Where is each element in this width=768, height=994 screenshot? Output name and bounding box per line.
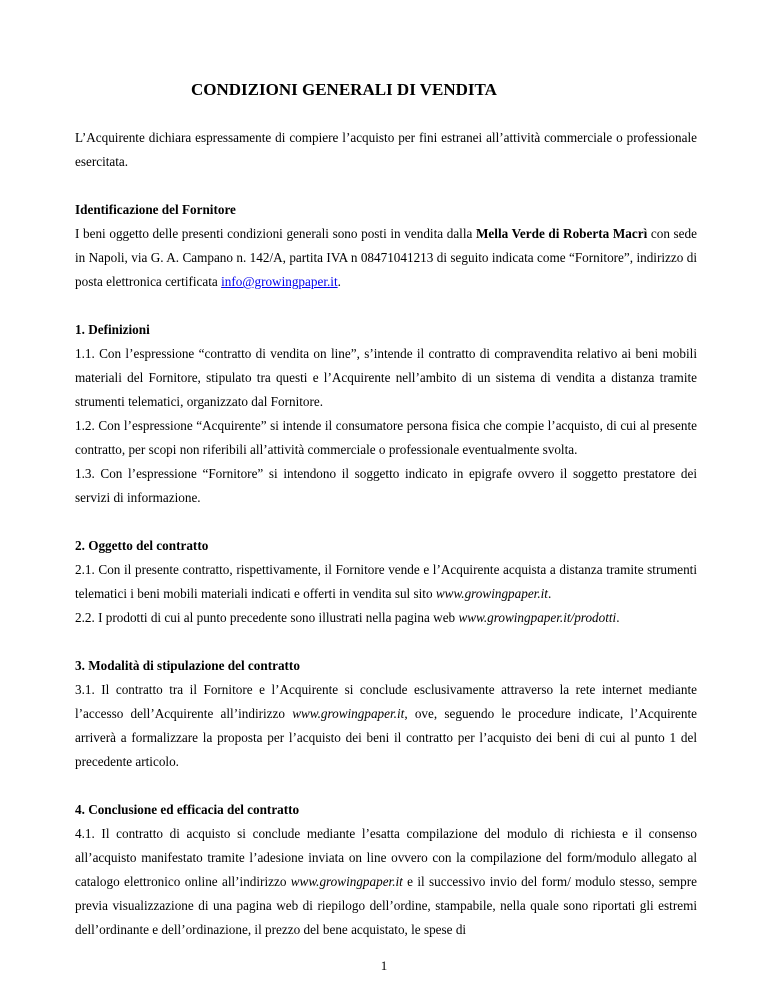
section-2-p1-url: www.growingpaper.it [435, 586, 548, 601]
section-3-paragraph-1 [75, 678, 697, 774]
section-3-p1-text-a: 3.1. Il contratto tra il Fornitore e l’Acquirente si conclude esclusivamente attraverso la rete internet mediante l’accesso dell’Acquirente all’indirizzo [75, 682, 697, 721]
intro-section [75, 126, 697, 174]
section-1-paragraph-3: 1.3. Con l’espressione “Fornitore” si intendono il soggetto indicato in epigrafe ovvero il soggetto prestatore dei servizi di informazione. [75, 466, 697, 505]
section-conclusione [75, 798, 697, 942]
section-4-p1-url: www.growingpaper.it [290, 874, 403, 889]
section-2-paragraph-1 [75, 558, 697, 606]
section-3-p1-url: www.growingpaper.it [292, 706, 405, 721]
supplier-text-c: . [337, 274, 341, 289]
supplier-heading: Identificazione del Fornitore [75, 202, 236, 217]
page-number: 1 [380, 958, 388, 973]
supplier-name: Mella Verde di Roberta Macrì [475, 226, 648, 241]
section-4-p1-text-a: 4.1. Il contratto di acquisto si conclude mediante l’esatta compilazione del modulo di richiesta e il consenso all’acquisto manifestato tramite l’adesione inviata on line ovvero con la compilazione del form/modulo allegato al catalogo elettronico online all’indirizzo [75, 826, 697, 889]
supplier-paragraph [75, 222, 697, 294]
section-2-p1-text-a: 2.1. Con il presente contratto, rispettivamente, il Fornitore vende e l’Acquirente acquista a distanza tramite strumenti telematici i beni mobili materiali indicati e offerti in vendita sul sito [75, 562, 697, 601]
document-title: CONDIZIONI GENERALI DI VENDITA [191, 80, 497, 99]
section-1-paragraph-2: 1.2. Con l’espressione “Acquirente” si intende il consumatore persona fisica che compie l’acquisto, di cui al presente contratto, per scopi non riferibili all’attività commerciale o professionale eventualmente svolta. [75, 418, 697, 457]
section-1-paragraph-1: 1.1. Con l’espressione “contratto di vendita on line”, s’intende il contratto di compravendita relativo ai beni mobili materiali del Fornitore, stipulato tra questi e l’Acquirente nell’ambito di un sistema di vendita a distanza tramite strumenti telematici, organizzato dal Fornitore. [75, 346, 697, 409]
supplier-text-a: I beni oggetto delle presenti condizioni generali sono posti in vendita dalla [75, 226, 476, 241]
document-body [75, 78, 697, 966]
supplier-email-link[interactable]: info@growingpaper.it [221, 274, 338, 289]
section-2-heading: 2. Oggetto del contratto [75, 538, 209, 553]
section-3-heading: 3. Modalità di stipulazione del contratto [75, 658, 300, 673]
section-2-p1-text-b: . [547, 586, 552, 601]
section-oggetto [75, 534, 697, 630]
section-stipulazione [75, 654, 697, 774]
section-definizioni [75, 318, 697, 510]
section-2-p2-text-a: 2.2. I prodotti di cui al punto precedente sono illustrati nella pagina web [75, 610, 459, 625]
section-2-paragraph-2 [75, 606, 697, 630]
section-4-p1-text-b: e il successivo invio del form/ modulo stesso, sempre previa visualizzazione di una pagina web di riepilogo dell’ordine, stampabile, nella quale sono riportati gli estremi dell’ordinante e dell’ordinazione, il prezzo del bene acquistato, le spese di [75, 874, 697, 937]
section-3-p1-text-b: , ove, seguendo le procedure indicate, l’Acquirente arriverà a formalizzare la proposta per l’acquisto dei beni il contratto per l’acquisto dei beni di cui al punto 1 del precedente articolo. [75, 706, 697, 769]
supplier-section [75, 198, 697, 294]
section-4-paragraph-1 [75, 822, 697, 942]
section-2-p2-url: www.growingpaper.it/prodotti [458, 610, 617, 625]
section-1-heading: 1. Definizioni [75, 322, 150, 337]
section-2-p2-text-b: . [616, 610, 620, 625]
supplier-text-b: con sede in Napoli, via G. A. Campano n. 142/A, partita IVA n 08471041213 di seguito indicata come “Fornitore”, indirizzo di posta elettronica certificata [75, 226, 697, 289]
intro-paragraph: L’Acquirente dichiara espressamente di compiere l’acquisto per fini estranei all’attività commerciale o professionale esercitata. [75, 130, 697, 169]
section-4-heading: 4. Conclusione ed efficacia del contratto [75, 802, 300, 817]
